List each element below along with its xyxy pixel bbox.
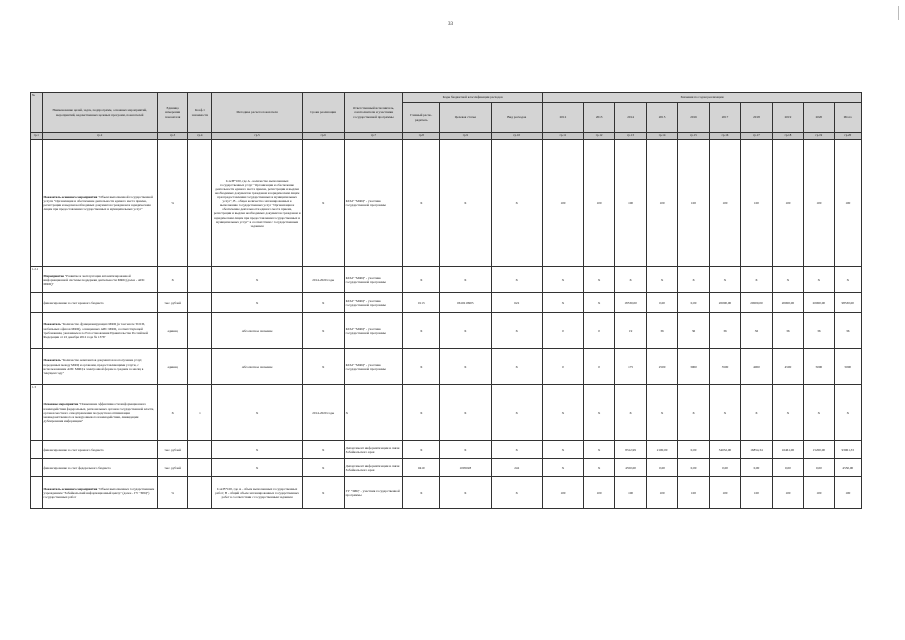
row-gr: 0113 [403, 293, 440, 313]
row-value: Х [542, 385, 583, 441]
row-cs: 0610219905 [440, 293, 491, 313]
colnum: гр.15 [678, 133, 709, 140]
colnum: гр.2 [42, 133, 157, 140]
header-budget-vr: Вид расходов [491, 103, 542, 133]
row-value: Х [542, 293, 583, 313]
row-method: Х [212, 267, 302, 293]
row-term: Х [302, 477, 344, 509]
row-vr: 622 [491, 293, 542, 313]
row-coef [188, 349, 212, 385]
colnum: гр.11 [542, 133, 583, 140]
colnum: гр.17 [741, 133, 772, 140]
row-gr: Х [403, 349, 440, 385]
row-value: 3500 [709, 349, 740, 385]
row-value: 5000 [834, 349, 861, 385]
row-gr: Х [403, 140, 440, 267]
table-row [31, 349, 862, 385]
row-coef: 1 [188, 385, 212, 441]
row-vr: Х [491, 477, 542, 509]
row-value: 34032,00 [709, 441, 740, 459]
colnum: гр.18 [772, 133, 803, 140]
row-value: Х [646, 267, 677, 293]
header-year: 2017 [709, 103, 740, 133]
row-value: Х [741, 385, 772, 441]
row-term: Х [302, 293, 344, 313]
row-executor: КГАУ "МФЦ" - участник государственной программы [344, 313, 403, 349]
row-name: Показатель "Количество комплектов документов на получение услуг, переданных между МФЦ и органами, предоставляющими услуги, с использованием АИС МФЦ в электронной форме в среднем за месяц в текущем году" [42, 349, 157, 385]
row-coef [188, 293, 212, 313]
row-cs: Х [440, 441, 491, 459]
row-coef [188, 267, 212, 293]
row-value: 175 [615, 349, 646, 385]
row-executor: Департамент информатизации и связи Забайкальского края [344, 441, 403, 459]
row-gr: Х [403, 441, 440, 459]
row-value: 4550,00 [834, 459, 861, 477]
row-cs: Х [440, 349, 491, 385]
row-value: 100 [615, 477, 646, 509]
row-number [31, 441, 43, 459]
row-vr: Х [491, 140, 542, 267]
row-executor: КГАУ "МФЦ" - участник государственной программы [344, 293, 403, 313]
table-row [31, 477, 862, 509]
row-term: Х [302, 349, 344, 385]
colnum: гр.12 [583, 133, 614, 140]
colnum: гр.10 [491, 133, 542, 140]
row-number [31, 349, 43, 385]
row-name: Мероприятие "Развитие и эксплуатация автоматизированной информационной системы поддержки деятельности МФЦ (далее - АИС МФЦ)" [42, 267, 157, 293]
row-vr: 242 [491, 459, 542, 477]
row-executor: КГАУ "МФЦ" - участник государственной программы [344, 140, 403, 267]
colnum: гр.14 [646, 133, 677, 140]
table-row [31, 140, 862, 267]
row-coef [188, 441, 212, 459]
row-value: 100 [542, 477, 583, 509]
row-value: 4500 [772, 349, 803, 385]
header-budget-gr: Главный распо-рядитель [403, 103, 440, 133]
row-value: Х [834, 267, 861, 293]
row-term: 2014-2020 годы [302, 385, 344, 441]
row-value: 100 [709, 477, 740, 509]
row-value: 100 [615, 140, 646, 267]
row-executor: Х [344, 385, 403, 441]
row-vr: Х [491, 349, 542, 385]
row-name: Показатель основного мероприятия "Объем выполненных государственным учреждением "Забайкальский информационный центр" (далее - ГУ "ЗИЦ") государственных работ [42, 477, 157, 509]
row-value: Х [615, 385, 646, 441]
row-value: 100 [772, 477, 803, 509]
colnum: гр.3 [157, 133, 187, 140]
row-method: Х [212, 293, 302, 313]
row-value: 0 [583, 313, 614, 349]
row-value: 100 [709, 140, 740, 267]
row-value: Х [583, 441, 614, 459]
table-header [31, 93, 862, 140]
row-unit: единиц [157, 349, 187, 385]
header-executor: Ответственный исполнитель, соисполнители и участники государственной программы [344, 93, 403, 133]
row-name: финансирование за счет краевого бюджета [42, 293, 157, 313]
row-value: Х [646, 385, 677, 441]
row-method: I=A/B*100, где A - объем выполненных государственных работ; B - общий объем запланированных государственных работ в соответствии с государственным заданием [212, 477, 302, 509]
row-number [31, 140, 43, 267]
row-value: 4000 [741, 349, 772, 385]
row-vr: Х [491, 313, 542, 349]
row-value: 0 [542, 349, 583, 385]
row-value: 8312,99 [615, 441, 646, 459]
row-name: финансирование за счет федерального бюджета [42, 459, 157, 477]
row-value: 100 [678, 477, 709, 509]
row-value: 36 [804, 313, 834, 349]
row-value: 0,00 [646, 459, 677, 477]
row-value: Х [542, 267, 583, 293]
header-budget-cs: Целевая статья [440, 103, 491, 133]
page-number: 33 [448, 22, 453, 27]
row-name: Показатель "Количество функционирующих МФЦ (в том числе ТОСП, мобильных офисов МФЦ), оснащенных АИС МФЦ, соответствующей требованиям, указанным в п.23 постановления Правительства Российской Федерации от 22 декабря 2012 года № 1376" [42, 313, 157, 349]
header-year: 2015 [646, 103, 677, 133]
table-row [31, 267, 862, 293]
row-term: Х [302, 313, 344, 349]
colnum: гр.4 [188, 133, 212, 140]
row-value: 36 [646, 313, 677, 349]
row-value: Х [678, 385, 709, 441]
row-value: Х [834, 385, 861, 441]
row-value: 100 [741, 477, 772, 509]
row-value: 93061,33 [834, 441, 861, 459]
row-coef [188, 313, 212, 349]
header-coef: Коэф-т значимости [188, 93, 212, 133]
row-value: 16461,00 [772, 441, 803, 459]
row-value: 3000 [678, 349, 709, 385]
row-value: Х [542, 441, 583, 459]
colnum: гр.16 [709, 133, 740, 140]
row-value: 15200,00 [804, 441, 834, 459]
row-cs: Х [440, 385, 491, 441]
row-method: Х [212, 441, 302, 459]
row-name: Показатель основного мероприятия "Объем выполненной государственной услуги "Организация и обеспечение деятельности единого места приема, регистрации и выдачи необходимых документов гражданам и юридическим лицам при предоставлении государственных и муниципальных услуг" [42, 140, 157, 267]
header-year: 2016 [678, 103, 709, 133]
row-cs: Х [440, 140, 491, 267]
row-term: Х [302, 441, 344, 459]
row-value: Х [615, 267, 646, 293]
colnum: гр.8 [403, 133, 440, 140]
row-value: 36 [741, 313, 772, 349]
row-cs: Х [440, 313, 491, 349]
row-value: 100 [646, 477, 677, 509]
table-row [31, 293, 862, 313]
row-value: 36 [772, 313, 803, 349]
colnum: гр.7 [344, 133, 403, 140]
row-term: Х [302, 140, 344, 267]
row-value: 100 [741, 140, 772, 267]
table-row [31, 313, 862, 349]
row-value: 20000,00 [772, 293, 803, 313]
row-value: 36 [678, 313, 709, 349]
header-method: Методика расчета показателя [212, 93, 302, 133]
row-value: 100 [772, 140, 803, 267]
table-row [31, 459, 862, 477]
row-value: 16854,34 [741, 441, 772, 459]
row-value: Х [804, 385, 834, 441]
row-value: Х [741, 267, 772, 293]
row-value: Х [709, 385, 740, 441]
row-term: Х [302, 459, 344, 477]
colnum: гр.19 [804, 133, 834, 140]
table-body [31, 140, 862, 509]
row-value: 20000,00 [709, 293, 740, 313]
row-value: 0,00 [804, 459, 834, 477]
row-number [31, 477, 43, 509]
row-name: Основное мероприятие "Повышение эффективности информационного взаимодействия федеральных, региональных органов государственной власти, органов местного самоуправления посредством оптимизации межведомственного и межуровневого взаимодействия, ликвидации дублирования информации" [42, 385, 157, 441]
scan-edge-mark [898, 6, 899, 20]
row-gr: Х [403, 385, 440, 441]
row-value: 4550,00 [615, 459, 646, 477]
row-number [31, 459, 43, 477]
row-gr: Х [403, 477, 440, 509]
header-budget-group: Коды бюджетной классификации расходов [403, 93, 543, 103]
row-term: 2014-2020 годы [302, 267, 344, 293]
row-coef [188, 477, 212, 509]
row-value: 19 [615, 313, 646, 349]
row-value: 0,00 [709, 459, 740, 477]
row-value: 100 [804, 477, 834, 509]
header-total: Итого [834, 103, 861, 133]
row-value: 0,00 [772, 459, 803, 477]
row-value: 20000,00 [804, 293, 834, 313]
row-value: 0 [542, 313, 583, 349]
colnum: гр.5 [212, 133, 302, 140]
row-value: Х [542, 459, 583, 477]
row-unit: тыс. рублей [157, 293, 187, 313]
row-value: 100 [583, 477, 614, 509]
row-value: 0,00 [678, 441, 709, 459]
row-gr: Х [403, 313, 440, 349]
row-cs: Х [440, 267, 491, 293]
row-method: I=A/B*100, где A - количество выполненных государственных услуг "Организация и обеспечение деятельности единого места приема, регистрации и выдачи необходимых документов гражданам и юридическим лицам при предоставлении государственных и муниципальных услуг", B - общее количество запланированных к выполнению государственных услуг "Организация и обеспечение деятельности единого места приема, регистрации и выдачи необходимых документов гражданам и юридическим лицам при предоставлении государственных и муниципальных услуг" в соответствии с государственным заданием [212, 140, 302, 267]
row-unit: тыс. рублей [157, 441, 187, 459]
header-no: № [31, 93, 43, 133]
row-value: Х [678, 267, 709, 293]
row-unit: Х [157, 385, 187, 441]
row-vr: Х [491, 441, 542, 459]
row-executor: ГУ "ЗИЦ" - участник государственной программы [344, 477, 403, 509]
row-value: 0,00 [678, 293, 709, 313]
header-year: 2014 [615, 103, 646, 133]
row-number: 1.3 [31, 385, 43, 441]
row-cs: 1005028 [440, 459, 491, 477]
row-unit: % [157, 477, 187, 509]
row-value: 98530,00 [834, 293, 861, 313]
colnum: гр.6 [302, 133, 344, 140]
column-number-row [31, 133, 862, 140]
row-value: 20000,00 [741, 293, 772, 313]
colnum: гр.9 [440, 133, 491, 140]
row-value: Х [772, 267, 803, 293]
header-term: Сроки реализации [302, 93, 344, 133]
row-value: 0,00 [741, 459, 772, 477]
table-row [31, 385, 862, 441]
header-values-group: Значения по годам реализации [542, 93, 861, 103]
row-value: Х [804, 267, 834, 293]
colnum: гр.13 [615, 133, 646, 140]
row-value: 100 [678, 140, 709, 267]
header-name: Наименование целей, задач, подпрограмм, основных мероприятий, мероприятий, ведомственных целевых программ, показателей [42, 93, 157, 133]
row-value: 2100,00 [646, 441, 677, 459]
row-coef [188, 140, 212, 267]
row-value: 0,00 [646, 293, 677, 313]
row-number: 1.2.1 [31, 267, 43, 293]
row-method: Х [212, 459, 302, 477]
row-vr: Х [491, 385, 542, 441]
row-executor: КГАУ "МФЦ" - участник государственной программы [344, 349, 403, 385]
row-executor: Департамент информатизации и связи Забайкальского края [344, 459, 403, 477]
row-value: 100 [583, 140, 614, 267]
row-coef [188, 459, 212, 477]
row-method: Абсолютное значение [212, 349, 302, 385]
row-vr: Х [491, 267, 542, 293]
colnum: гр.1 [31, 133, 43, 140]
row-value: Х [709, 267, 740, 293]
row-value: Х [583, 385, 614, 441]
header-unit: Единица измерения показателя [157, 93, 187, 133]
row-value: 0,00 [678, 459, 709, 477]
row-unit: % [157, 140, 187, 267]
row-value: Х [583, 267, 614, 293]
row-value: Х [583, 293, 614, 313]
program-indicators-table [30, 92, 862, 509]
row-value: Х [583, 459, 614, 477]
row-value: 36 [834, 313, 861, 349]
header-year: 2013 [583, 103, 614, 133]
row-value: 100 [542, 140, 583, 267]
row-value: 5000 [804, 349, 834, 385]
row-value: 100 [834, 477, 861, 509]
header-year: 2019 [772, 103, 803, 133]
row-unit: Х [157, 267, 187, 293]
header-year: 2018 [741, 103, 772, 133]
row-value: 0 [583, 349, 614, 385]
row-value: 100 [804, 140, 834, 267]
row-executor: КГАУ "МФЦ" - участник государственной программы [344, 267, 403, 293]
header-year: 2012 [542, 103, 583, 133]
row-value: 100 [646, 140, 677, 267]
row-value: 100 [834, 140, 861, 267]
row-value: Х [772, 385, 803, 441]
row-number [31, 293, 43, 313]
row-unit: единиц [157, 313, 187, 349]
row-name: финансирование за счет краевого бюджета [42, 441, 157, 459]
header-year: 2020 [804, 103, 834, 133]
row-number [31, 313, 43, 349]
table-row [31, 441, 862, 459]
row-gr: 0410 [403, 459, 440, 477]
row-method: Абсолютное значение [212, 313, 302, 349]
row-value: 36 [709, 313, 740, 349]
colnum: гр.20 [834, 133, 861, 140]
row-cs: Х [440, 477, 491, 509]
row-gr: Х [403, 267, 440, 293]
row-method: Х [212, 385, 302, 441]
row-value: 18530,00 [615, 293, 646, 313]
row-unit: тыс. рублей [157, 459, 187, 477]
row-value: 2500 [646, 349, 677, 385]
